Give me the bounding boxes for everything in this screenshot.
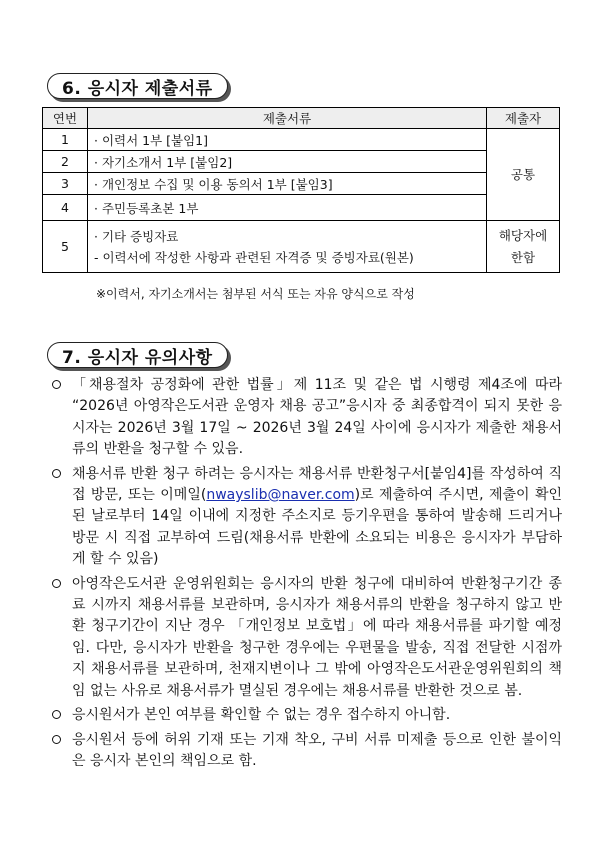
row-document-line: - 이력서에 작성한 사항과 관련된 자격증 및 증빙자료(원본) (94, 249, 414, 265)
circle-bullet-icon (52, 710, 61, 719)
row-document-line: · 기타 증빙자료 (94, 228, 179, 244)
notice-list (40, 375, 562, 775)
section-7-title: 7. 응시자 유의사항 (47, 342, 228, 368)
section-6-title: 6. 응시자 제출서류 (47, 73, 228, 99)
list-item-text: 채용서류 반환 청구 하려는 응시자는 채용서류 반환청구서[붙임4]를 작성하여 직접 방문, 또는 이메일( (72, 465, 562, 504)
list-item-text: 응시원서 등에 허위 기재 또는 기재 착오, 구비 서류 미제출 등으로 인한 불이익은 응시자 본인의 책임으로 함. (72, 731, 562, 769)
row-document: · 이력서 1부 [붙임1] (88, 129, 487, 151)
submitter-applicable (487, 221, 560, 273)
list-item (40, 730, 562, 773)
circle-bullet-icon (52, 380, 61, 389)
row-number: 1 (43, 129, 88, 151)
table-row (43, 151, 560, 173)
table-header-row (43, 108, 560, 129)
documents-note: ※이력서, 자기소개서는 첨부된 서식 또는 자유 양식으로 작성 (96, 287, 415, 301)
list-item-text: )로 제출하여 주시면, 제출이 확인된 날로부터 14일 이내에 지정한 주소지로 등기우편을 통하여 발송해 드리거나 방문 시 직접 교부하여 드림(채용서류 반환에 소요되는 비용은 응시자가 부담하게 할 수 있음) (72, 487, 562, 568)
row-document (88, 221, 487, 273)
list-item-text: 「채용절차 공정화에 관한 법률」제 11조 및 같은 법 시행령 제4조에 따라 “2026년 아영작은도서관 운영자 채용 공고”응시자 중 최종합격이 되지 못한 응시자는 2026년 3월 17일 ~ 2026년 3월 24일 사이에 응시자가 제출한 채용서류의 반환을 청구할 수 있음. (72, 377, 562, 458)
email-link[interactable]: nwayslib@naver.com (206, 487, 355, 504)
submitter-applicable-line: 한함 (510, 249, 536, 265)
circle-bullet-icon (52, 579, 61, 588)
documents-table (42, 107, 560, 273)
circle-bullet-icon (52, 735, 61, 744)
header-number: 연번 (43, 108, 88, 129)
table-row (43, 129, 560, 151)
row-document: · 주민등록초본 1부 (88, 195, 487, 221)
row-number: 4 (43, 195, 88, 221)
table-row (43, 221, 560, 273)
submitter-common: 공통 (487, 129, 560, 221)
list-item-text: 아영작은도서관 운영위원회는 응시자의 반환 청구에 대비하여 반환청구기간 종료 시까지 채용서류를 보관하며, 응시자가 채용서류의 반환을 청구하지 않고 반환 청구기간이 지난 경우 「개인정보 보호법」에 따라 채용서류를 파기할 예정임. 다만, 응시자가 반환을 청구한 경우에는 우편물을 발송, 직접 전달한 시점까지 채용서류를 보관하며, 천재지변이나 그 밖에 아영작은도서관운영위원회의 책임 없는 사유로 채용서류가 멸실된 경우에는 채용서류를 반환한 것으로 봄. (72, 575, 562, 699)
table-row (43, 173, 560, 195)
list-item-text: 응시원서가 본인 여부를 확인할 수 없는 경우 접수하지 아니함. (72, 707, 451, 724)
list-item (40, 464, 562, 571)
row-document: · 자기소개서 1부 [붙임2] (88, 151, 487, 173)
submitter-applicable-line: 해당자에 (498, 227, 548, 243)
header-submitter: 제출자 (487, 108, 560, 129)
list-item (40, 375, 562, 461)
circle-bullet-icon (52, 469, 61, 478)
row-number: 3 (43, 173, 88, 195)
row-number: 5 (43, 221, 88, 273)
row-number: 2 (43, 151, 88, 173)
table-row (43, 195, 560, 221)
list-item (40, 705, 562, 726)
row-document: · 개인정보 수집 및 이용 동의서 1부 [붙임3] (88, 173, 487, 195)
header-document: 제출서류 (88, 108, 487, 129)
list-item (40, 574, 562, 702)
